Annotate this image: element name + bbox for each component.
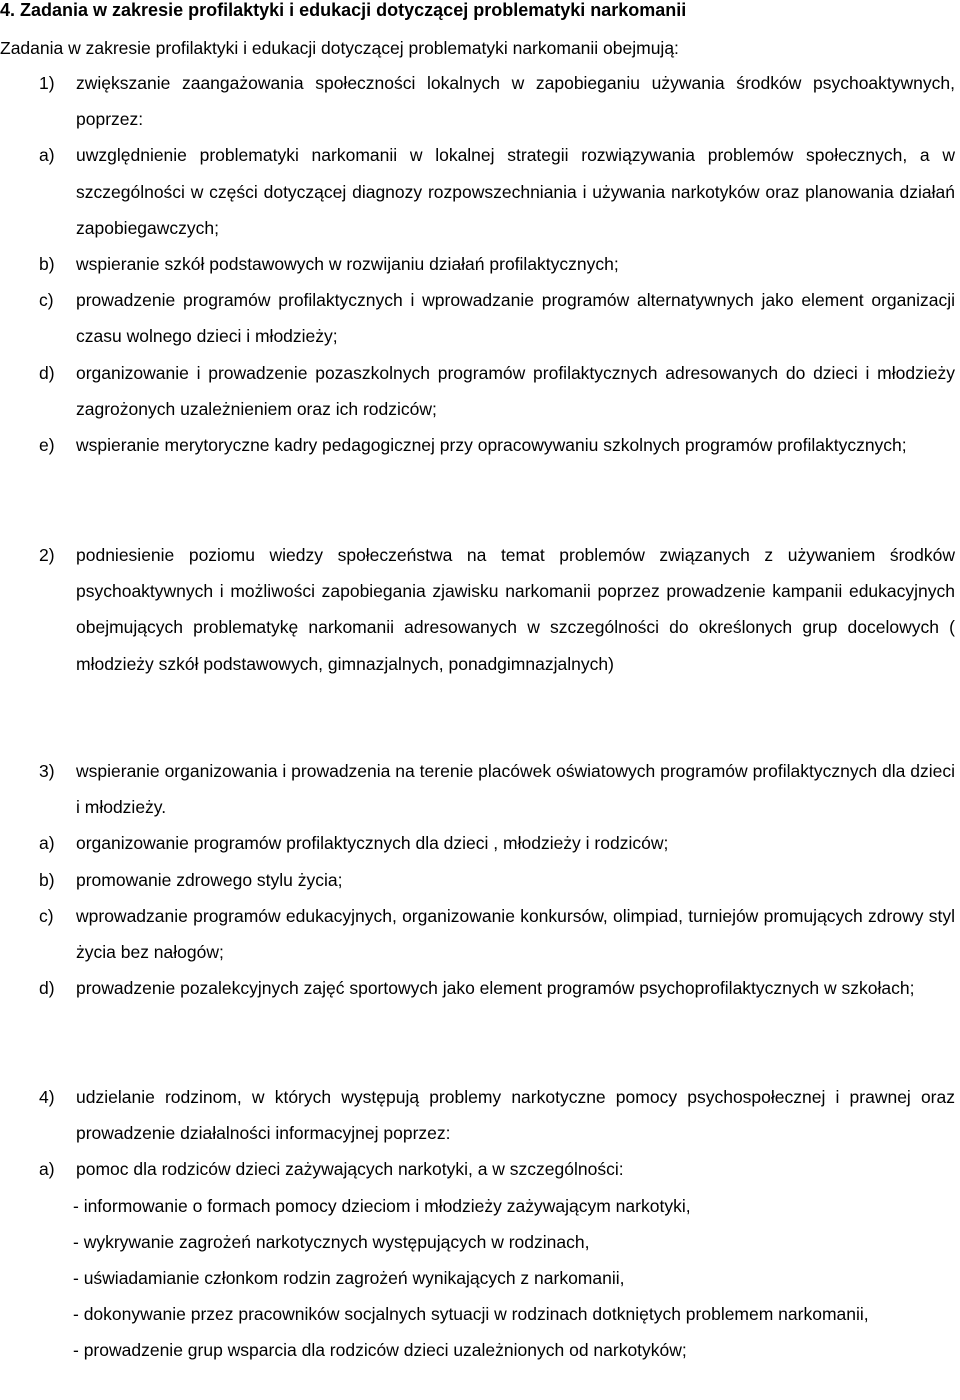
dash-item-5: - prowadzenie grup wsparcia dla rodziców dzieci uzależnionych od narkotyków; — [73, 1340, 687, 1361]
subtask-text: prowadzenie pozalekcyjnych zajęć sportowych jako element programów psychoprofilaktycznych w szkołach; — [76, 978, 915, 999]
subtask-marker: e) — [39, 435, 55, 456]
subtask-4-a — [0, 1151, 955, 1187]
subtask-1-e — [0, 427, 955, 463]
subtask-marker: c) — [39, 905, 54, 926]
intro-paragraph: Zadania w zakresie profilaktyki i edukacji dotyczącej problematyki narkomanii obejmują: — [0, 38, 679, 58]
subtask-3-c — [0, 898, 955, 970]
subtask-1-d — [0, 355, 955, 427]
subtask-text: prowadzenie programów profilaktycznych i wprowadzanie programów alternatywnych jako element organizacji czasu wolnego dzieci i młodzieży; — [76, 290, 955, 347]
subtask-3-d — [0, 970, 955, 1006]
subtask-marker: d) — [39, 978, 55, 999]
subtask-1-c — [0, 282, 955, 354]
subtask-text: organizowanie i prowadzenie pozaszkolnych programów profilaktycznych adresowanych do dzieci i młodzieży zagrożonych uzależnieniem oraz ich rodziców; — [76, 362, 955, 419]
subtask-1-b — [0, 246, 955, 282]
subtask-1-a — [0, 137, 955, 246]
task-text-4: udzielanie rodzinom, w których występują problemy narkotyczne pomocy psychospołecznej i prawnej oraz prowadzenie działalności informacyjnej poprzez: — [76, 1087, 955, 1144]
subtask-text: wspieranie merytoryczne kadry pedagogicznej przy opracowywaniu szkolnych programów profilaktycznych; — [76, 435, 907, 456]
subtask-marker: a) — [39, 145, 55, 166]
subtask-marker: a) — [39, 833, 55, 854]
subtask-text: uwzględnienie problematyki narkomanii w lokalnej strategii rozwiązywania problemów społecznych, a w szczególności w części dotyczącej diagnozy rozpowszechniania i używania narkotyków oraz planowania działań zapobiegawczych; — [76, 145, 955, 238]
subtask-text: wspieranie szkół podstawowych w rozwijaniu działań profilaktycznych; — [76, 254, 619, 275]
task-item-1 — [0, 65, 955, 137]
subtask-text: pomoc dla rodziców dzieci zażywających narkotyki, a w szczególności: — [76, 1159, 624, 1180]
subtask-marker: c) — [39, 290, 54, 311]
task-text-1: zwiększanie zaangażowania społeczności lokalnych w zapobieganiu używania środków psychoaktywnych, poprzez: — [76, 73, 955, 130]
dash-item-1: - informowanie o formach pomocy dzieciom i młodzieży zażywającym narkotyki, — [73, 1195, 691, 1216]
section-heading: 4. Zadania w zakresie profilaktyki i edukacji dotyczącej problematyki narkomanii — [0, 0, 687, 20]
task-item-4 — [0, 1079, 955, 1151]
subtask-text: promowanie zdrowego stylu życia; — [76, 869, 343, 890]
task-number-3: 3) — [39, 761, 55, 781]
subtask-3-b — [0, 862, 955, 898]
task-number-1: 1) — [39, 73, 55, 93]
task-section-2 — [0, 537, 955, 682]
task-section-1 — [0, 65, 955, 463]
dash-item-4: - dokonywanie przez pracowników socjalnych sytuacji w rodzinach dotkniętych problemem narkomanii, — [73, 1304, 869, 1325]
task-item-2 — [0, 537, 955, 682]
subtask-marker: b) — [39, 254, 55, 275]
subtask-marker: d) — [39, 362, 55, 383]
task-item-3 — [0, 753, 955, 825]
task-text-3: wspieranie organizowania i prowadzenia na terenie placówek oświatowych programów profilaktycznych dla dzieci i młodzieży. — [76, 761, 955, 818]
dash-item-3: - uświadamianie członkom rodzin zagrożeń wynikających z narkomanii, — [73, 1268, 625, 1289]
subtask-text: organizowanie programów profilaktycznych dla dzieci , młodzieży i rodziców; — [76, 833, 669, 854]
task-text-2: podniesienie poziomu wiedzy społeczeństwa na temat problemów związanych z używaniem środków psychoaktywnych i możliwości zapobiegania zjawisku narkomanii poprzez prowadzenie kampanii edukacyjnych obejmujących problematykę narkomanii adresowanych w szczególności do określonych grup docelowych ( młodzieży szkół podstawowych, gimnazjalnych, ponadgimnazjalnych) — [76, 545, 955, 674]
subtask-3-a — [0, 825, 955, 861]
subtask-text: wprowadzanie programów edukacyjnych, organizowanie konkursów, olimpiad, turniejów promujących zdrowy styl życia bez nałogów; — [76, 905, 955, 963]
task-section-3 — [0, 753, 955, 1006]
dash-item-2: - wykrywanie zagrożeń narkotycznych występujących w rodzinach, — [73, 1231, 590, 1252]
task-number-4: 4) — [39, 1087, 55, 1107]
task-number-2: 2) — [39, 545, 55, 565]
subtask-marker: b) — [39, 869, 55, 890]
task-section-4 — [0, 1079, 955, 1369]
subtask-marker: a) — [39, 1159, 55, 1180]
